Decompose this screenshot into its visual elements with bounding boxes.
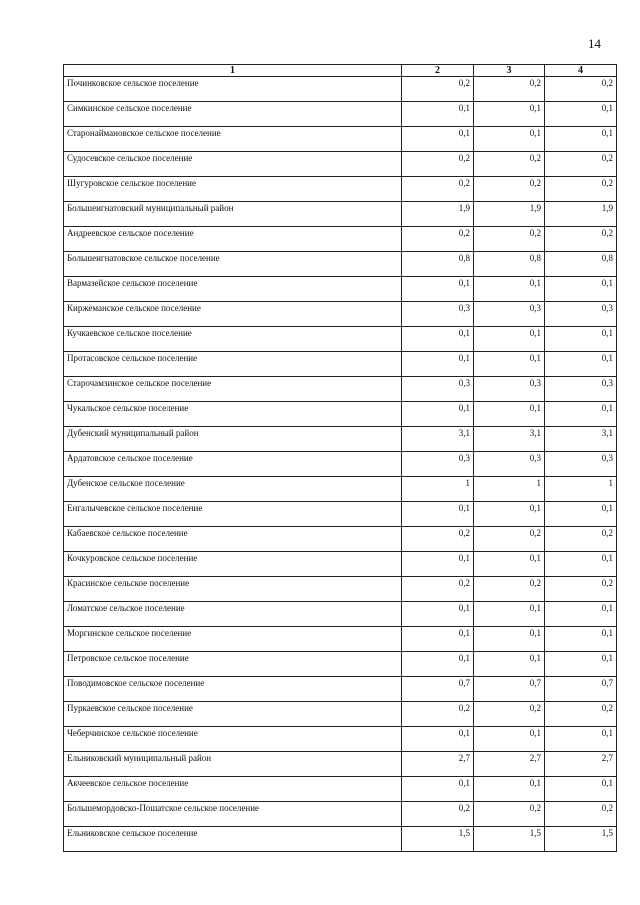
value-col2-cell: 0,1 (402, 402, 474, 427)
value-col4-cell: 0,1 (545, 277, 617, 302)
settlement-name-cell: Ельниковское сельское поселение (64, 827, 402, 852)
table-row (64, 827, 617, 852)
value-col3-cell: 0,2 (474, 177, 545, 202)
table-row (64, 627, 617, 652)
value-col3-cell: 0,1 (474, 627, 545, 652)
value-col3-cell: 0,2 (474, 577, 545, 602)
value-col2-cell: 0,3 (402, 302, 474, 327)
value-col2-cell: 0,1 (402, 602, 474, 627)
settlement-name-cell: Старочамзинское сельское поселение (64, 377, 402, 402)
value-col4-cell: 0,3 (545, 377, 617, 402)
settlement-name-cell: Большеигнатовский муниципальный район (64, 202, 402, 227)
value-col3-cell: 0,2 (474, 802, 545, 827)
settlement-name-cell: Дубенское сельское поселение (64, 477, 402, 502)
value-col2-cell: 0,1 (402, 352, 474, 377)
column-header-2: 2 (402, 65, 474, 77)
value-col3-cell: 0,1 (474, 727, 545, 752)
table-row (64, 302, 617, 327)
table-row (64, 702, 617, 727)
value-col3-cell: 0,1 (474, 327, 545, 352)
table-row (64, 102, 617, 127)
value-col2-cell: 0,1 (402, 127, 474, 152)
table-row (64, 402, 617, 427)
table-row (64, 652, 617, 677)
value-col4-cell: 0,3 (545, 302, 617, 327)
value-col3-cell: 1,9 (474, 202, 545, 227)
table-row (64, 752, 617, 777)
settlement-name-cell: Чукальское сельское поселение (64, 402, 402, 427)
value-col3-cell: 0,1 (474, 127, 545, 152)
value-col4-cell: 0,2 (545, 702, 617, 727)
value-col3-cell: 0,2 (474, 227, 545, 252)
value-col4-cell: 0,7 (545, 677, 617, 702)
value-col3-cell: 0,1 (474, 602, 545, 627)
table-row (64, 602, 617, 627)
settlement-name-cell: Поводимовское сельское поселение (64, 677, 402, 702)
value-col4-cell: 1,5 (545, 827, 617, 852)
value-col2-cell: 0,3 (402, 452, 474, 477)
table-row (64, 527, 617, 552)
page-number: 14 (588, 36, 601, 51)
settlement-name-cell: Ельниковский муниципальный район (64, 752, 402, 777)
value-col2-cell: 0,1 (402, 652, 474, 677)
value-col4-cell: 0,1 (545, 652, 617, 677)
value-col2-cell: 0,1 (402, 277, 474, 302)
settlement-name-cell: Чеберчинское сельское поселение (64, 727, 402, 752)
value-col4-cell: 0,1 (545, 127, 617, 152)
value-col2-cell: 0,2 (402, 802, 474, 827)
value-col3-cell: 1 (474, 477, 545, 502)
value-col4-cell: 2,7 (545, 752, 617, 777)
table-row (64, 252, 617, 277)
table-body (64, 77, 617, 852)
settlement-name-cell: Ломатское сельское поселение (64, 602, 402, 627)
value-col3-cell: 0,1 (474, 552, 545, 577)
value-col4-cell: 0,2 (545, 527, 617, 552)
table-row (64, 202, 617, 227)
value-col2-cell: 0,7 (402, 677, 474, 702)
settlement-name-cell: Петровское сельское поселение (64, 652, 402, 677)
value-col3-cell: 0,3 (474, 377, 545, 402)
table-row (64, 427, 617, 452)
column-header-1: 1 (64, 65, 402, 77)
value-col3-cell: 1,5 (474, 827, 545, 852)
value-col3-cell: 0,2 (474, 702, 545, 727)
value-col2-cell: 1,5 (402, 827, 474, 852)
table-row (64, 452, 617, 477)
table-row (64, 177, 617, 202)
table-row (64, 677, 617, 702)
table-row (64, 277, 617, 302)
table-row (64, 552, 617, 577)
table-row (64, 577, 617, 602)
value-col3-cell: 0,2 (474, 77, 545, 102)
value-col3-cell: 0,1 (474, 502, 545, 527)
settlement-name-cell: Акчеевское сельское поселение (64, 777, 402, 802)
table-row (64, 352, 617, 377)
value-col4-cell: 3,1 (545, 427, 617, 452)
value-col4-cell: 1,9 (545, 202, 617, 227)
settlement-name-cell: Красинское сельское поселение (64, 577, 402, 602)
value-col3-cell: 0,8 (474, 252, 545, 277)
table-row (64, 227, 617, 252)
value-col2-cell: 0,1 (402, 777, 474, 802)
value-col4-cell: 0,3 (545, 452, 617, 477)
settlement-name-cell: Дубенский муниципальный район (64, 427, 402, 452)
table-row (64, 777, 617, 802)
value-col4-cell: 0,1 (545, 352, 617, 377)
value-col3-cell: 0,1 (474, 777, 545, 802)
settlement-name-cell: Киржеманское сельское поселение (64, 302, 402, 327)
value-col4-cell: 0,1 (545, 552, 617, 577)
value-col3-cell: 0,1 (474, 102, 545, 127)
value-col4-cell: 0,2 (545, 152, 617, 177)
settlement-name-cell: Пуркаевское сельское поселение (64, 702, 402, 727)
value-col4-cell: 0,1 (545, 727, 617, 752)
value-col2-cell: 0,3 (402, 377, 474, 402)
value-col2-cell: 0,2 (402, 77, 474, 102)
settlement-name-cell: Починковское сельское поселение (64, 77, 402, 102)
settlement-name-cell: Моргинское сельское поселение (64, 627, 402, 652)
value-col2-cell: 0,1 (402, 627, 474, 652)
settlement-name-cell: Большеигнатовское сельское поселение (64, 252, 402, 277)
value-col3-cell: 0,1 (474, 402, 545, 427)
settlement-name-cell: Протасовское сельское поселение (64, 352, 402, 377)
value-col2-cell: 0,2 (402, 577, 474, 602)
value-col2-cell: 0,1 (402, 327, 474, 352)
value-col3-cell: 2,7 (474, 752, 545, 777)
settlement-name-cell: Ардатовское сельское поселение (64, 452, 402, 477)
value-col4-cell: 0,1 (545, 327, 617, 352)
value-col4-cell: 0,8 (545, 252, 617, 277)
table-row (64, 502, 617, 527)
value-col2-cell: 1 (402, 477, 474, 502)
value-col3-cell: 0,2 (474, 527, 545, 552)
settlement-name-cell: Енгалычевское сельское поселение (64, 502, 402, 527)
value-col4-cell: 0,2 (545, 227, 617, 252)
value-col3-cell: 3,1 (474, 427, 545, 452)
value-col2-cell: 0,8 (402, 252, 474, 277)
settlement-name-cell: Симкинское сельское поселение (64, 102, 402, 127)
value-col4-cell: 0,1 (545, 777, 617, 802)
settlement-name-cell: Кучкаевское сельское поселение (64, 327, 402, 352)
value-col2-cell: 0,1 (402, 727, 474, 752)
value-col4-cell: 0,1 (545, 102, 617, 127)
column-header-3: 3 (474, 65, 545, 77)
settlement-name-cell: Большемордовско-Пошатское сельское поселение (64, 802, 402, 827)
value-col3-cell: 0,1 (474, 352, 545, 377)
value-col4-cell: 0,2 (545, 577, 617, 602)
value-col4-cell: 0,1 (545, 602, 617, 627)
value-col2-cell: 0,1 (402, 552, 474, 577)
table-row (64, 802, 617, 827)
value-col4-cell: 0,1 (545, 502, 617, 527)
table-row (64, 477, 617, 502)
settlement-name-cell: Шугуровское сельское поселение (64, 177, 402, 202)
value-col4-cell: 0,1 (545, 627, 617, 652)
value-col2-cell: 3,1 (402, 427, 474, 452)
table-row (64, 377, 617, 402)
settlement-name-cell: Старонаймановское сельское поселение (64, 127, 402, 152)
value-col4-cell: 1 (545, 477, 617, 502)
value-col3-cell: 0,3 (474, 302, 545, 327)
value-col3-cell: 0,7 (474, 677, 545, 702)
value-col2-cell: 2,7 (402, 752, 474, 777)
value-col3-cell: 0,1 (474, 277, 545, 302)
value-col3-cell: 0,3 (474, 452, 545, 477)
settlement-name-cell: Судосевское сельское поселение (64, 152, 402, 177)
value-col4-cell: 0,2 (545, 77, 617, 102)
table-row (64, 327, 617, 352)
settlement-name-cell: Андреевское сельское поселение (64, 227, 402, 252)
value-col4-cell: 0,1 (545, 402, 617, 427)
value-col4-cell: 0,2 (545, 177, 617, 202)
table-row (64, 77, 617, 102)
table-row (64, 127, 617, 152)
value-col2-cell: 0,2 (402, 177, 474, 202)
table-header-row (64, 65, 617, 77)
value-col2-cell: 0,2 (402, 527, 474, 552)
settlement-name-cell: Кабаевское сельское поселение (64, 527, 402, 552)
value-col2-cell: 0,1 (402, 502, 474, 527)
settlement-name-cell: Кочкуровское сельское поселение (64, 552, 402, 577)
value-col2-cell: 0,2 (402, 702, 474, 727)
table-row (64, 152, 617, 177)
value-col4-cell: 0,2 (545, 802, 617, 827)
value-col2-cell: 0,1 (402, 102, 474, 127)
data-table (63, 64, 617, 852)
settlement-name-cell: Вармазейское сельское поселение (64, 277, 402, 302)
value-col3-cell: 0,1 (474, 652, 545, 677)
table-row (64, 727, 617, 752)
value-col2-cell: 1,9 (402, 202, 474, 227)
value-col3-cell: 0,2 (474, 152, 545, 177)
column-header-4: 4 (545, 65, 617, 77)
value-col2-cell: 0,2 (402, 152, 474, 177)
value-col2-cell: 0,2 (402, 227, 474, 252)
